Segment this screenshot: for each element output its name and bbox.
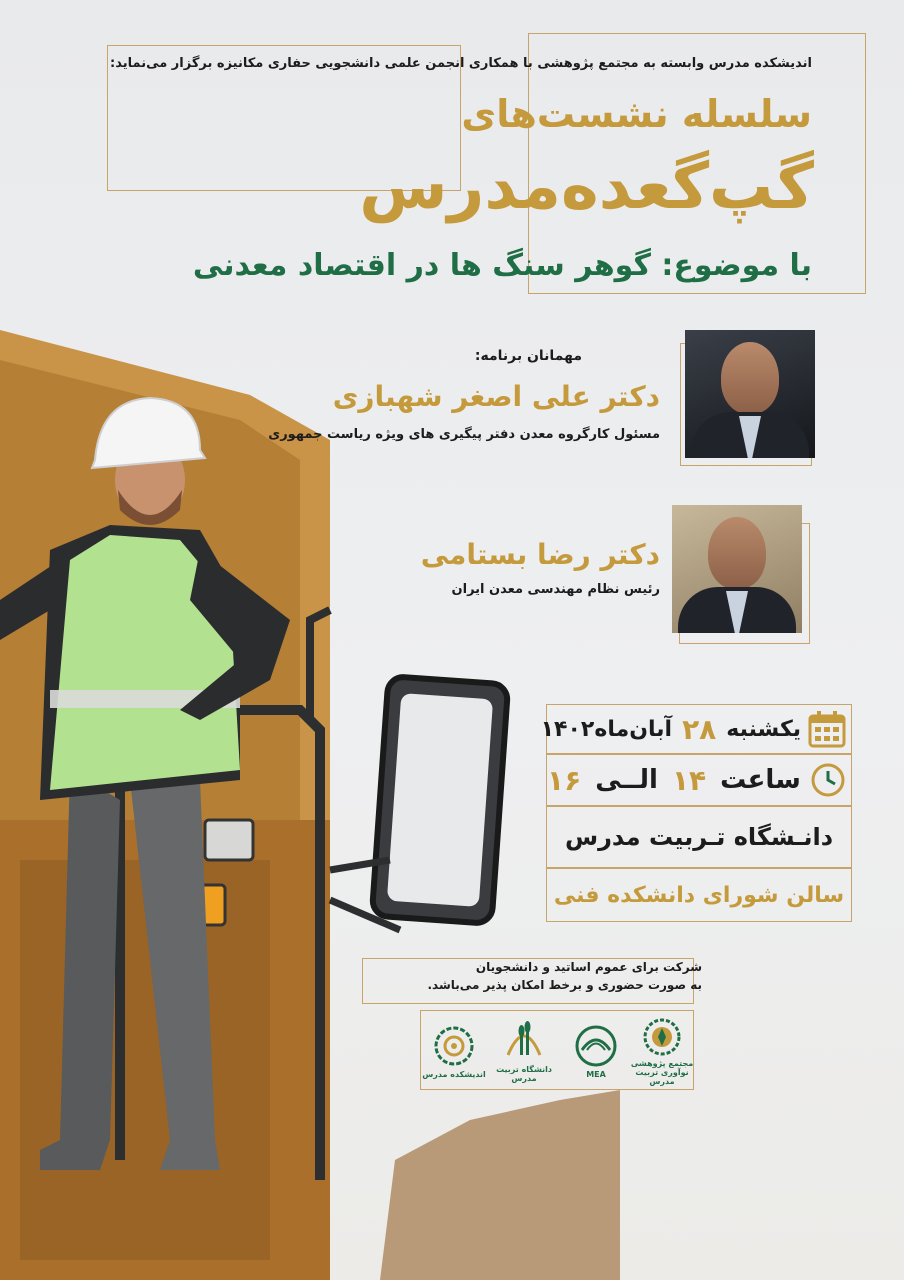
guest2-role: رئیس نظام مهندسی معدن ایران [451, 582, 660, 597]
time-label: ساعت [720, 765, 801, 795]
tarbiat-modares-logo-icon [502, 1019, 546, 1063]
time-from: ۱۴ [671, 763, 707, 797]
guests-label: مهمانان برنامه: [474, 348, 582, 364]
participation-note [382, 958, 702, 994]
note-line-1: شرکت برای عموم اساتید و دانشجویان [475, 960, 702, 974]
event-date-day: ۲۸ [682, 712, 717, 746]
guest1-photo [685, 330, 815, 458]
main-title: گپ‌گعده‌مدرس [359, 150, 814, 224]
research-complex-logo-icon [642, 1017, 682, 1057]
venue-box [546, 806, 852, 868]
venue-name: دانـشگاه تـربیت مدرس [564, 823, 834, 851]
tarbiat-modares-university-logo [488, 1015, 560, 1087]
event-day: یکشنبه [726, 716, 801, 742]
logo-text-research: مجتمع پژوهشی نوآوری تربیت مدرس [630, 1058, 694, 1086]
mea-logo [560, 1015, 632, 1087]
date-box [540, 704, 852, 754]
guest2-photo [672, 505, 802, 633]
think-tank-logo-icon [432, 1024, 476, 1068]
hall-box [546, 868, 852, 922]
logo-text-university: دانشگاه تربیت مدرس [496, 1065, 552, 1083]
guest1-name: دکتر علی اصغر شهبازی [332, 380, 660, 413]
series-title: سلسله نشست‌های [461, 92, 812, 136]
calendar-icon [807, 708, 847, 750]
time-box [546, 754, 852, 806]
hall-name: سالن شورای دانشکده فنی [553, 882, 845, 908]
logo-text-mea: MEA [586, 1069, 606, 1079]
guest1-role: مسئول کارگروه معدن دفتر پیگیری های ویژه ریاست جمهوری [268, 427, 660, 442]
logo-text-think-tank: اندیشکده مدرس [422, 1069, 486, 1079]
modares-think-tank-logo [418, 1015, 490, 1087]
research-complex-logo [626, 1015, 698, 1087]
clock-icon [809, 759, 847, 801]
time-separator: الــی [595, 765, 658, 795]
time-to: ۱۶ [547, 763, 582, 797]
intro-text: اندیشکده مدرس وابسته به مجتمع پژوهشی با همکاری انجمن علمی دانشجویی حفاری مکانیزه برگزار می‌نماید: [110, 56, 812, 71]
mea-logo-icon [574, 1024, 618, 1068]
note-line-2: به صورت حضوری و برخط امکان پذیر می‌باشد. [427, 978, 702, 992]
guest2-name: دکتر رضا بستامی [420, 538, 660, 571]
event-date-rest: آبان‌ماه۱۴۰۲ [540, 716, 673, 742]
topic-line: با موضوع: گوهر سنگ ها در اقتصاد معدنی [192, 248, 812, 283]
worker-on-truck-illustration [0, 300, 620, 1280]
